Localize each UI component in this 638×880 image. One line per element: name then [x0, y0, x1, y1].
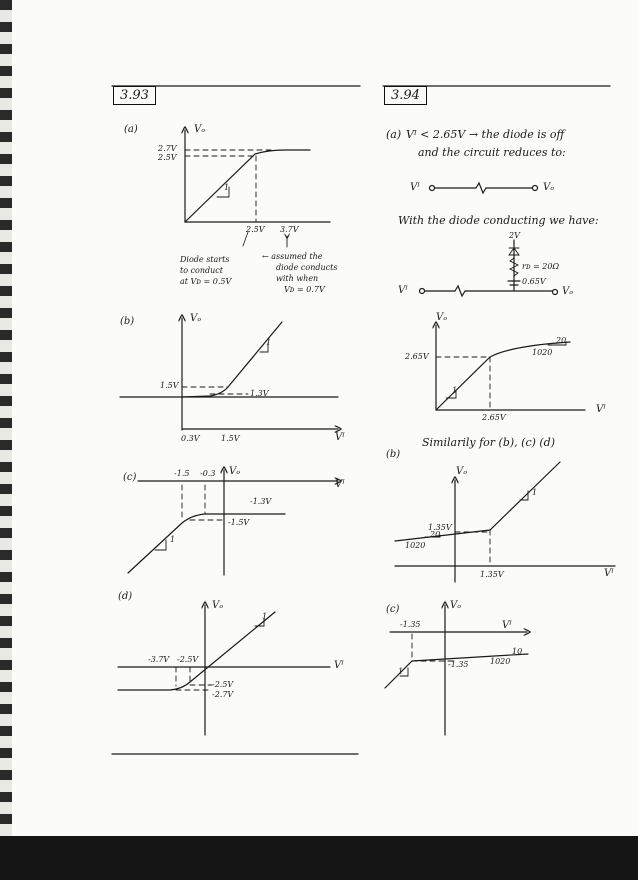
slope-label-393c: 1 [170, 535, 176, 544]
tick-label-394c-y: -1.35 [400, 620, 421, 629]
slope-label-394b: 1 [532, 488, 538, 497]
diode-voltage-label: 0.65V [522, 277, 546, 286]
graph-393d [118, 605, 330, 735]
text-394a-line2: and the circuit reduces to: [418, 146, 566, 159]
text-394-similarly: Similarily for (b), (c) (d) [422, 436, 556, 449]
level-label-393d-2: -2.7V [212, 690, 234, 699]
source-voltage-label: 2V [509, 231, 520, 240]
tick-label-393a-y2: 2.5V [158, 153, 177, 162]
text-394a-line3: With the diode conducting we have: [398, 214, 599, 227]
slope-top-394c: 10 [512, 647, 523, 656]
y-axis-label-394b: Vₒ [456, 466, 468, 477]
level-label-393d-1: -2.5V [212, 680, 234, 689]
part-label-393b: (b) [120, 316, 135, 327]
part-label-394b: (b) [386, 449, 401, 460]
note-393a-line2: to conduct [180, 266, 223, 275]
x-axis-label-394b: Vᴵ [604, 568, 614, 579]
circuit1-input-label: Vᴵ [410, 182, 420, 193]
problem-number-394: 3.94 [384, 86, 427, 105]
slope-label-394a: 1 [452, 386, 458, 395]
part-label-394a: (a) [386, 128, 402, 141]
tick-label-393a-x2: 3.7V [280, 225, 299, 234]
note-393a-line6: with when [276, 274, 319, 283]
note-393a-line7: Vᴅ = 0.7V [284, 285, 325, 294]
slope-top-394a: 20 [556, 336, 567, 345]
level-label-393b: 1.3V [250, 389, 269, 398]
tick-label-393b-x1: 0.3V [181, 434, 200, 443]
slope-bottom-394b: 1020 [405, 541, 426, 550]
circuit2-output-label: Vₒ [562, 286, 574, 297]
slope-bottom-394c: 1020 [490, 657, 511, 666]
problem-number-393: 3.93 [113, 86, 156, 105]
slope-label-393d: 1 [262, 612, 268, 621]
x-axis-label-393c: Vᴵ [335, 479, 345, 490]
level-label-394c: -1.35 [448, 660, 469, 669]
tick-label-394a-x: 2.65V [482, 413, 506, 422]
y-axis-label-393b: Vₒ [190, 313, 202, 324]
note-393a-line4: ← assumed the [262, 252, 323, 261]
part-label-393d: (d) [118, 591, 133, 602]
x-axis-label-394c: Vᴵ [502, 620, 512, 631]
tick-label-393a-y1: 2.7V [158, 144, 177, 153]
part-label-394c: (c) [386, 604, 400, 615]
circuit1-output-label: Vₒ [543, 182, 555, 193]
tick-label-393b-y: 1.5V [160, 381, 179, 390]
slope-label-393a: 1 [224, 183, 230, 192]
note-393a-line3: at Vᴅ = 0.5V [180, 277, 232, 286]
y-axis-label-393c: Vₒ [229, 466, 241, 477]
slope-label-393b: 1 [266, 338, 272, 347]
tick-label-393d-x1: -3.7V [148, 655, 170, 664]
diode-resistance-label: rᴅ = 20Ω [522, 262, 560, 271]
tick-label-393c-x1: -1.5 [174, 469, 190, 478]
slope-label-394c: 1 [398, 667, 404, 676]
y-axis-label-393d: Vₒ [212, 600, 224, 611]
graph-393b [120, 318, 338, 430]
x-axis-label-393d: Vᴵ [334, 660, 344, 671]
level-label-393c-2: -1.5V [228, 518, 250, 527]
graph-394b [395, 462, 615, 582]
part-label-393c: (c) [123, 472, 137, 483]
part-label-393a: (a) [124, 124, 138, 135]
tick-label-394b-x: 1.35V [480, 570, 504, 579]
circuit2-input-label: Vᴵ [398, 285, 408, 296]
tick-label-393c-x2: -0.3 [200, 469, 216, 478]
slope-top-394b: 20 [430, 530, 441, 539]
slope-bottom-394a: 1020 [532, 348, 553, 357]
tick-label-393a-x1: 2.5V [246, 225, 265, 234]
tick-label-393d-x2: -2.5V [177, 655, 199, 664]
tick-label-394a-y: 2.65V [405, 352, 429, 361]
tick-label-394b-y: 1.35V [428, 523, 452, 532]
x-axis-label-394a: Vᴵ [596, 404, 606, 415]
y-axis-label-393a: Vₒ [194, 124, 206, 135]
x-axis-label-393b: Vᴵ [335, 432, 345, 443]
y-axis-label-394c: Vₒ [450, 600, 462, 611]
text-394a-line1: Vᴵ < 2.65V → the diode is off [406, 128, 565, 141]
note-393a-line1: Diode starts [180, 255, 230, 264]
note-393a-line5: diode conducts [276, 263, 338, 272]
circuit-diode-off [430, 183, 538, 193]
tick-label-393b-x2: 1.5V [221, 434, 240, 443]
y-axis-label-394a: Vₒ [436, 312, 448, 323]
level-label-393c-1: -1.3V [250, 497, 272, 506]
